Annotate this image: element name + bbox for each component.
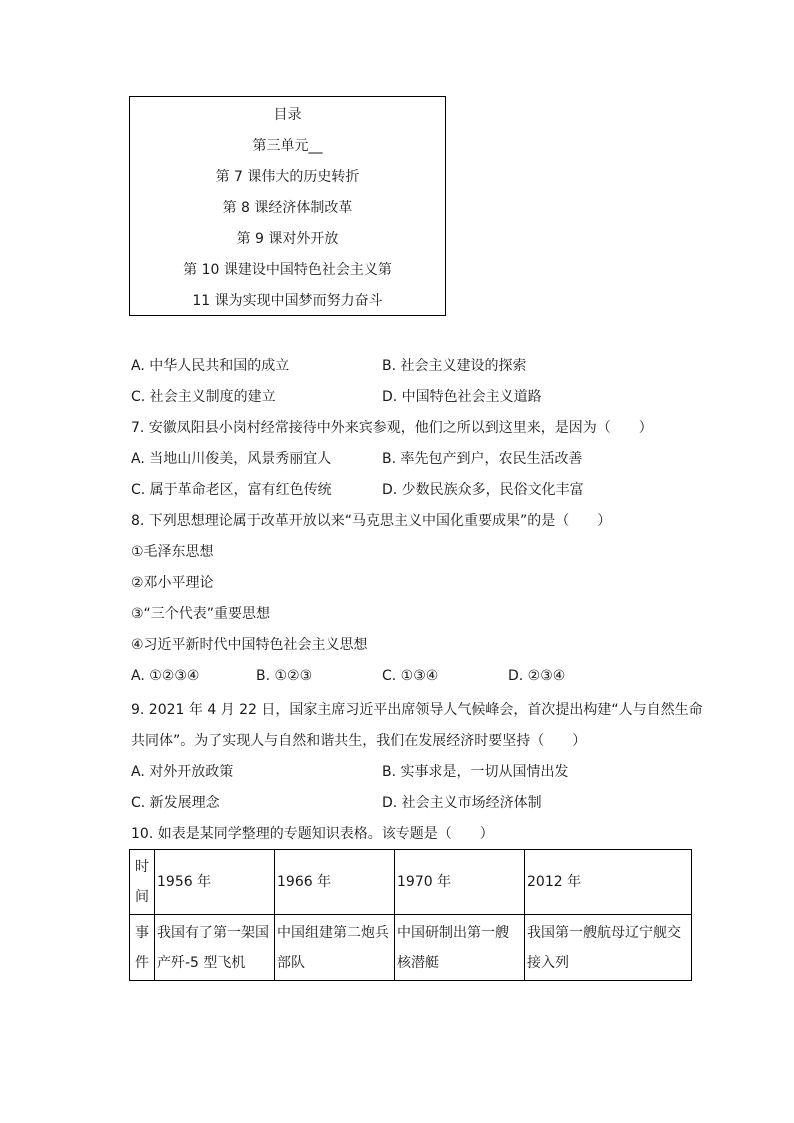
toc-line: 第三单元__ bbox=[252, 138, 323, 154]
table-cell-year: 2012 年 bbox=[525, 850, 692, 915]
q8-item: ②邓小平理论 bbox=[131, 575, 214, 591]
q7-stem: 7. 安徽凤阳县小岗村经常接待中外来宾参观，他们之所以到这里来，是因为（ ） bbox=[131, 420, 653, 436]
table-cell-event: 我国第一艘航母辽宁舰交接入列 bbox=[525, 915, 692, 981]
q7-option-c: C. 属于革命老区，富有红色传统 bbox=[131, 482, 332, 498]
q8-stem: 8. 下列思想理论属于改革开放以来“马克思主义中国化重要成果”的是（ ） bbox=[131, 513, 612, 529]
q6-option-d: D. 中国特色社会主义道路 bbox=[382, 389, 542, 405]
q9-option-a: A. 对外开放政策 bbox=[131, 764, 234, 780]
q8-item: ①毛泽东思想 bbox=[131, 544, 214, 560]
row-header-event: 事件 bbox=[130, 915, 155, 981]
toc-line: 第 10 课建设中国特色社会主义第 bbox=[183, 262, 392, 278]
table-row bbox=[130, 915, 692, 981]
table-cell-year: 1956 年 bbox=[155, 850, 275, 915]
toc-line: 11 课为实现中国梦而努力奋斗 bbox=[192, 293, 383, 309]
row-header-time: 时间 bbox=[130, 850, 155, 915]
q7-option-d: D. 少数民族众多，民俗文化丰富 bbox=[382, 482, 584, 498]
q8-item: ③“三个代表”重要思想 bbox=[131, 606, 271, 622]
table-cell-year: 1970 年 bbox=[395, 850, 525, 915]
q8-item: ④习近平新时代中国特色社会主义思想 bbox=[131, 637, 368, 653]
toc-title: 目录 bbox=[273, 107, 302, 123]
q9-stem-line2: 共同体”。为了实现人与自然和谐共生，我们在发展经济时要坚持（ ） bbox=[131, 733, 587, 749]
table-cell-event: 中国研制出第一艘核潜艇 bbox=[395, 915, 525, 981]
q7-option-a: A. 当地山川俊美，风景秀丽宜人 bbox=[131, 451, 332, 467]
table-cell-event: 我国有了第一架国产歼-5 型飞机 bbox=[155, 915, 275, 981]
q8-option-c: C. ①③④ bbox=[382, 668, 439, 684]
q8-option-a: A. ①②③④ bbox=[131, 668, 200, 684]
q6-option-b: B. 社会主义建设的探索 bbox=[382, 358, 527, 374]
q8-option-b: B. ①②③ bbox=[256, 668, 313, 684]
q9-option-c: C. 新发展理念 bbox=[131, 795, 220, 811]
q9-option-b: B. 实事求是，一切从国情出发 bbox=[382, 764, 569, 780]
q6-option-a: A. 中华人民共和国的成立 bbox=[131, 358, 290, 374]
q8-option-d: D. ②③④ bbox=[508, 668, 566, 684]
table-cell-event: 中国组建第二炮兵部队 bbox=[275, 915, 395, 981]
q9-stem-line1: 9. 2021 年 4 月 22 日，国家主席习近平出席领导人气候峰会，首次提出构建“人与自然生命 bbox=[131, 702, 703, 718]
toc-line: 第 9 课对外开放 bbox=[236, 231, 339, 247]
toc-box bbox=[129, 96, 446, 316]
q7-option-b: B. 率先包产到户，农民生活改善 bbox=[382, 451, 583, 467]
q10-stem: 10. 如表是某同学整理的专题知识表格。该专题是（ ） bbox=[131, 826, 494, 842]
toc-line: 第 8 课经济体制改革 bbox=[222, 200, 353, 216]
knowledge-table bbox=[129, 849, 692, 981]
table-cell-year: 1966 年 bbox=[275, 850, 395, 915]
q9-option-d: D. 社会主义市场经济体制 bbox=[382, 795, 542, 811]
table-row bbox=[130, 850, 692, 915]
toc-line: 第 7 课伟大的历史转折 bbox=[215, 169, 360, 185]
q6-option-c: C. 社会主义制度的建立 bbox=[131, 389, 276, 405]
